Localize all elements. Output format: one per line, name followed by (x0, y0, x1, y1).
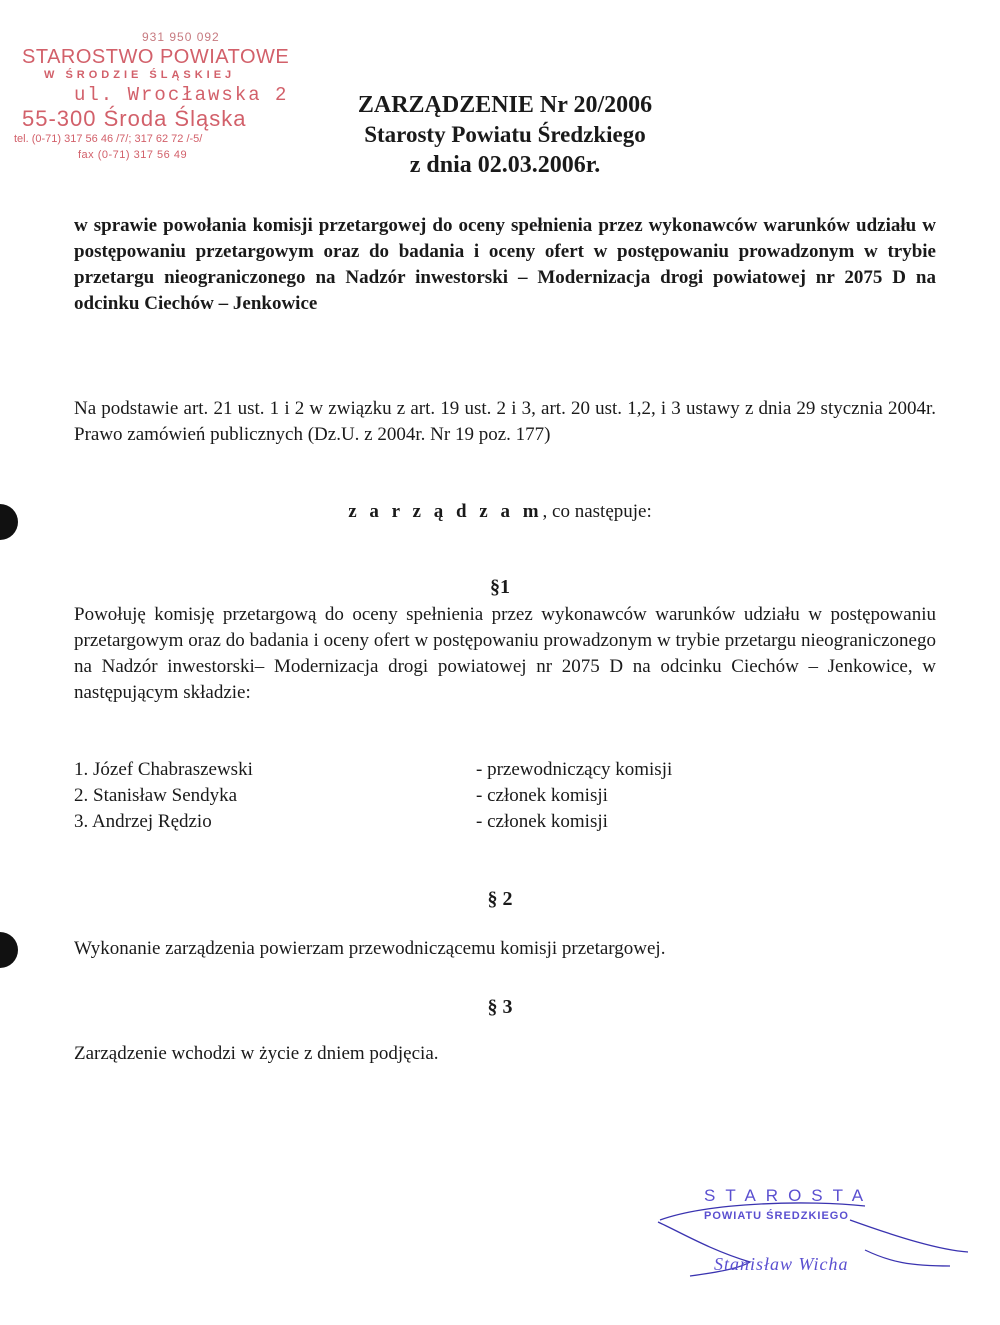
document-authority: Starosty Powiatu Średzkiego (364, 122, 646, 147)
member-role: - członek komisji (476, 785, 608, 806)
stamp-street: ul. Wrocławska 2 (74, 84, 289, 106)
decree-line (0, 501, 1000, 523)
stamp-postal: 55-300 Środa Śląska (22, 106, 247, 131)
section-3-heading: § 3 (487, 996, 513, 1018)
punch-hole (0, 932, 18, 968)
list-item (74, 757, 934, 783)
member-name: 1. Józef Chabraszewski (74, 759, 253, 780)
document-date: z dnia 02.03.2006r. (409, 152, 601, 178)
stamp-phone: 931 950 092 (142, 30, 220, 44)
stamp-office: STAROSTWO POWIATOWE (22, 46, 290, 68)
stamp-fax: fax (0-71) 317 56 49 (78, 149, 188, 161)
section-1-heading: §1 (490, 576, 510, 598)
signature-title: STAROSTA (704, 1186, 874, 1205)
section-1-text: Powołuję komisję przetargową do oceny spełnienia przez wykonawców warunków udziału w postępowaniu przetargowym oraz do badania i oceny ofert w postępowaniu prowadzonym w trybie przetargu nieograniczonego na Nadzór inwestorski– Modernizacja drogi powiatowej nr 2075 D na odcinku Ciechów – Jenkowice, w następującym składzie: (74, 604, 936, 703)
stamp-town: W ŚRODZIE ŚLĄSKIEJ (44, 69, 236, 81)
legal-basis: Na podstawie art. 21 ust. 1 i 2 w związku z art. 19 ust. 2 i 3, art. 20 ust. 1,2, i 3 ustawy z dnia 29 stycznia 2004r. Prawo zamówień publicznych (Dz.U. z 2004r. Nr 19 poz. 177) (74, 398, 936, 445)
document-title: ZARZĄDZENIE Nr 20/2006 (357, 92, 653, 118)
section-3-text: Zarządzenie wchodzi w życie z dniem podjęcia. (74, 1043, 439, 1064)
member-role: - przewodniczący komisji (476, 759, 673, 780)
decree-rest: , co następuje: (542, 501, 652, 522)
signature-name: Stanisław Wicha (714, 1254, 849, 1274)
list-item (74, 809, 934, 835)
decree-word: z a r z ą d z a m (348, 501, 543, 522)
list-item (74, 783, 934, 809)
committee-members-list (74, 757, 934, 835)
document-subject: w sprawie powołania komisji przetargowej do oceny spełnienia przez wykonawców warunków udziału w postępowaniu przetargowym oraz do badania i oceny ofert w postępowaniu prowadzonym w trybie przetargu nieograniczonego na Nadzór inwestorski – Modernizacja drogi powiatowej nr 2075 D na odcinku Ciechów – Jenkowice (74, 215, 936, 314)
stamp-tel: tel. (0-71) 317 56 46 /7/; 317 62 72 /-5/ (14, 133, 203, 145)
section-2-heading: § 2 (487, 888, 513, 910)
member-name: 3. Andrzej Rędzio (74, 811, 212, 832)
signature-stamp (650, 1180, 980, 1290)
member-role: - członek komisji (476, 811, 608, 832)
section-2-text: Wykonanie zarządzenia powierzam przewodniczącemu komisji przetargowej. (74, 938, 666, 959)
member-name: 2. Stanisław Sendyka (74, 785, 238, 806)
signature-county: POWIATU ŚREDZKIEGO (704, 1210, 849, 1222)
